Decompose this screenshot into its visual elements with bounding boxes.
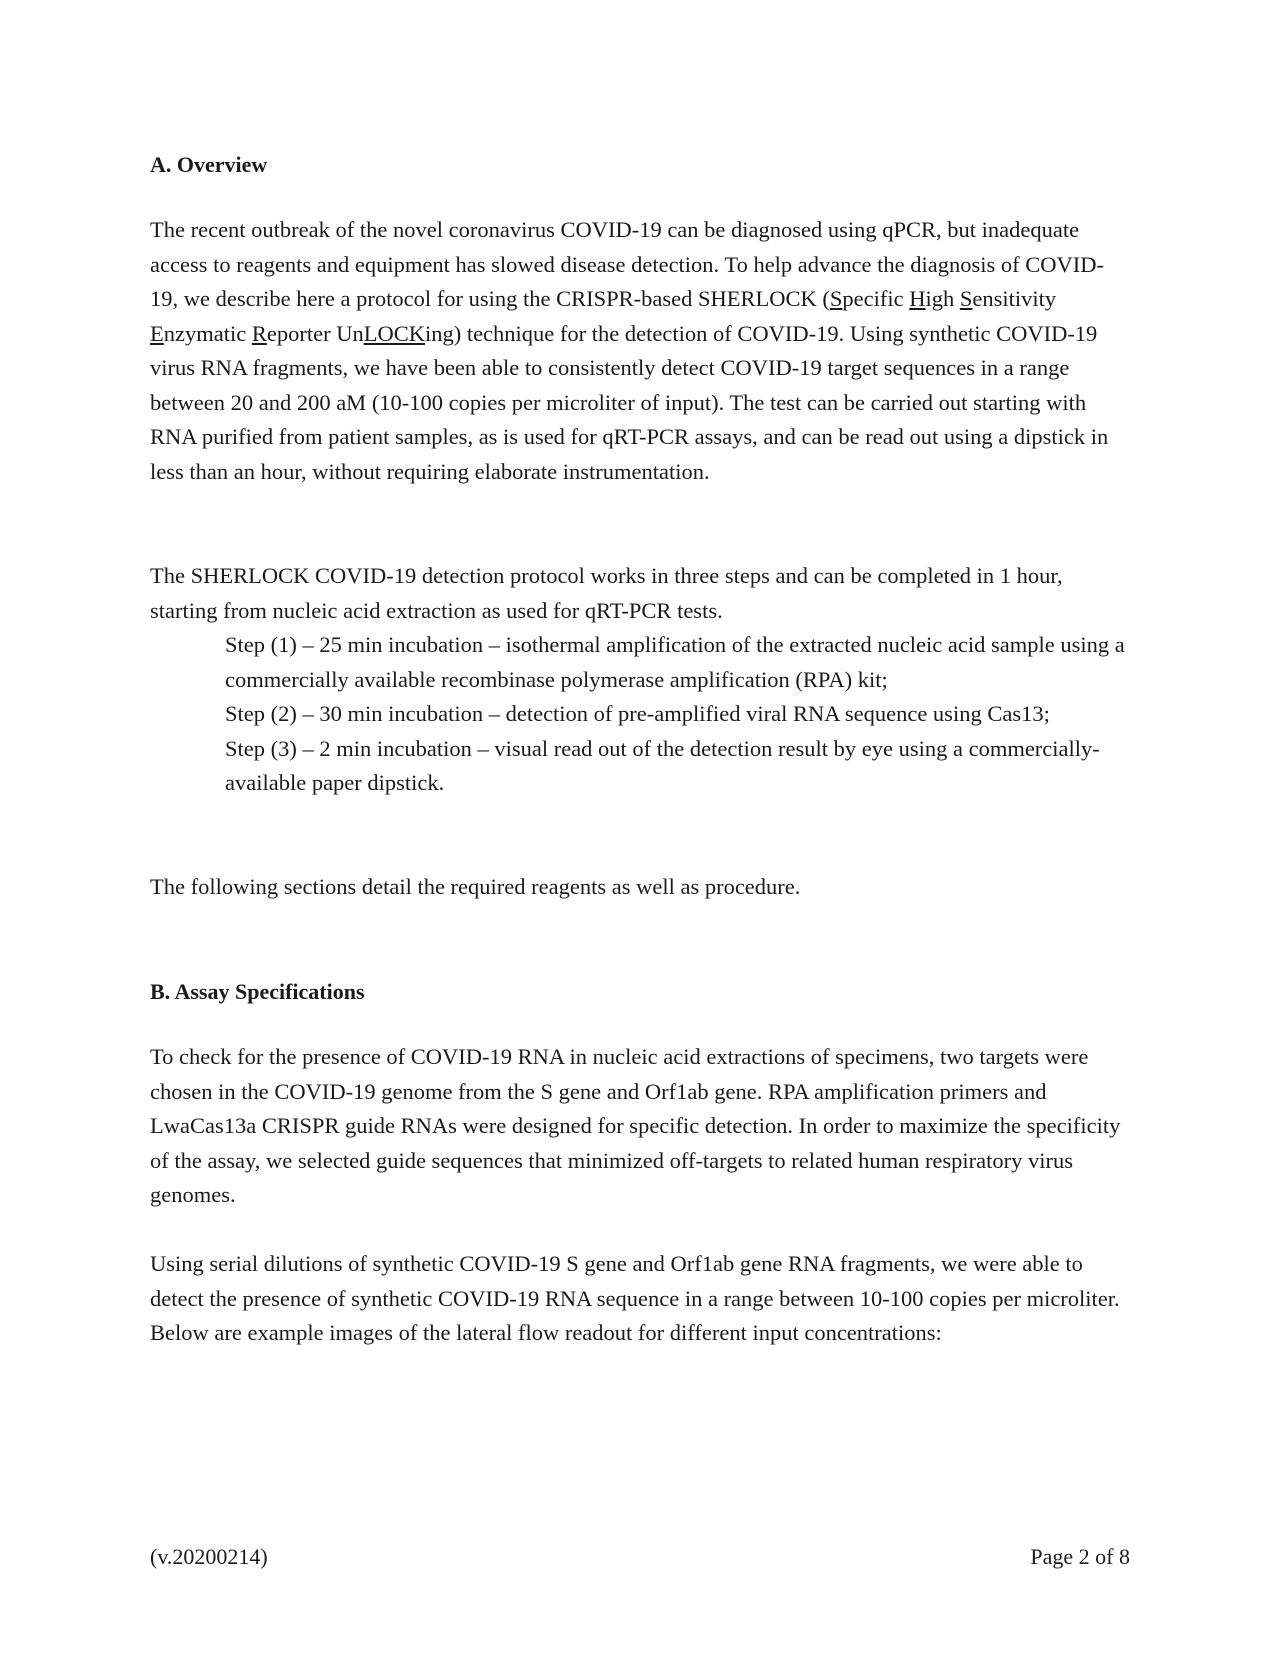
section-a-heading: A. Overview [150, 152, 268, 177]
step-3: Step (3) – 2 min incubation – visual read out of the detection result by eye using a commercially-available paper dipstick. [225, 735, 1100, 795]
overview-paragraph-3: The following sections detail the required reagents as well as procedure. [150, 874, 801, 899]
overview-paragraph-2: The SHERLOCK COVID-19 detection protocol works in three steps and can be completed in 1 hour, starting from nucleic acid extraction as used for qRT-PCR tests. [150, 563, 1063, 623]
assay-paragraph-2: Using serial dilutions of synthetic COVID-19 S gene and Orf1ab gene RNA fragments, we were able to detect the presence of synthetic COVID-19 RNA sequence in a range between 10-100 copies per microliter. Below are example images of the lateral flow readout for different input concentrations: [150, 1251, 1120, 1345]
step-2: Step (2) – 30 min incubation – detection of pre-amplified viral RNA sequence using Cas13; [225, 701, 1050, 726]
footer-page-number: Page 2 of 8 [1030, 1544, 1130, 1569]
overview-paragraph-1: The recent outbreak of the novel coronavirus COVID-19 can be diagnosed using qPCR, but inadequate access to reagents and equipment has slowed disease detection. To help advance the diagnosis of COVID-19, we describe here a protocol for using the CRISPR-based SHERLOCK (Specific High Sensitivity Enzymatic Reporter UnLOCKing) technique for the detection of COVID-19. Using synthetic COVID-19 virus RNA fragments, we have been able to consistently detect COVID-19 target sequences in a range between 20 and 200 aM (10-100 copies per microliter of input). The test can be carried out starting with RNA purified from patient samples, as is used for qRT-PCR assays, and can be read out using a dipstick in less than an hour, without requiring elaborate instrumentation. [150, 217, 1109, 484]
assay-paragraph-1: To check for the presence of COVID-19 RNA in nucleic acid extractions of specimens, two targets were chosen in the COVID-19 genome from the S gene and Orf1ab gene. RPA amplification primers and LwaCas13a CRISPR guide RNAs were designed for specific detection. In order to maximize the specificity of the assay, we selected guide sequences that minimized off-targets to related human respiratory virus genomes. [150, 1044, 1121, 1207]
protocol-steps [225, 628, 1130, 801]
step-1: Step (1) – 25 min incubation – isothermal amplification of the extracted nucleic acid sample using a commercially available recombinase polymerase amplification (RPA) kit; [225, 632, 1125, 692]
footer-version: (v.20200214) [150, 1544, 268, 1569]
section-b-heading: B. Assay Specifications [150, 979, 365, 1004]
